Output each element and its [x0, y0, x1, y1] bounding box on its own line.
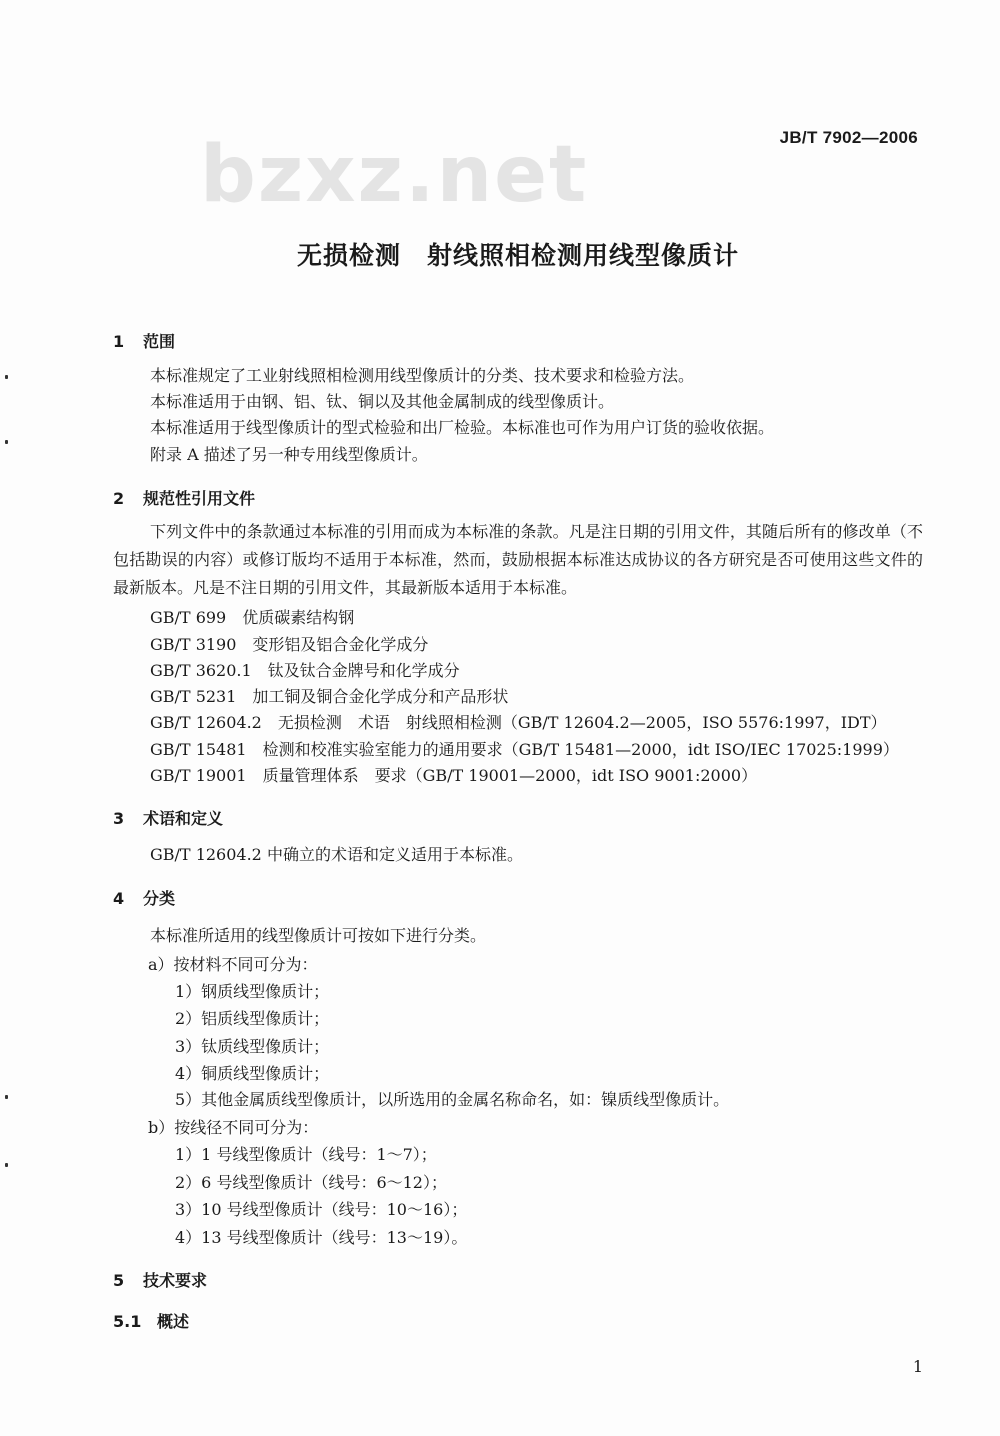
section-3-heading — [113, 806, 223, 829]
list-label-b: b）按线径不同可分为： — [148, 1118, 319, 1137]
page-number: 1 — [912, 1357, 923, 1376]
scope-line-3: 本标准适用于线型像质计的型式检验和出厂检验。本标准也可作为用户订货的验收依据。 — [150, 418, 775, 437]
list-label-a: a）按材料不同可分为： — [148, 955, 318, 974]
list-item: 2）6 号线型像质计（线号：6～12）； — [175, 1173, 447, 1192]
list-item: 3）10 号线型像质计（线号：10～16）； — [175, 1200, 468, 1219]
section-number: 2 — [113, 489, 125, 508]
reference-item: GB/T 699 优质碳素结构钢 — [150, 608, 355, 627]
classification-intro: 本标准所适用的线型像质计可按如下进行分类。 — [150, 926, 487, 945]
section-title: 范围 — [143, 332, 176, 351]
section-title: 规范性引用文件 — [143, 489, 256, 508]
section-1-heading — [113, 329, 175, 352]
list-item: 1）1 号线型像质计（线号：1～7）； — [175, 1145, 437, 1164]
document-title: 无损检测 射线照相检测用线型像质计 — [296, 241, 739, 270]
scan-mark — [5, 1163, 8, 1167]
scan-mark — [5, 1095, 8, 1099]
section-title: 概述 — [157, 1312, 190, 1331]
watermark: bzxz.net — [200, 130, 589, 220]
list-item: 4）13 号线型像质计（线号：13～19）。 — [175, 1228, 468, 1247]
scope-line-2: 本标准适用于由钢、铝、钛、铜以及其他金属制成的线型像质计。 — [150, 392, 615, 411]
terms-text: GB/T 12604.2 中确立的术语和定义适用于本标准。 — [150, 845, 523, 864]
section-2-heading — [113, 486, 255, 509]
scan-mark — [5, 440, 8, 444]
section-number: 5 — [113, 1271, 125, 1290]
reference-item: GB/T 5231 加工铜及铜合金化学成分和产品形状 — [150, 687, 509, 706]
list-item: 3）钛质线型像质计； — [175, 1037, 330, 1056]
section-title: 技术要求 — [143, 1271, 208, 1290]
reference-item: GB/T 3620.1 钛及钛合金牌号和化学成分 — [150, 661, 460, 680]
reference-item: GB/T 12604.2 无损检测 术语 射线照相检测（GB/T 12604.2—2005，ISO 5576:1997，IDT） — [150, 713, 887, 732]
reference-item: GB/T 15481 检测和校准实验室能力的通用要求（GB/T 15481—2000，idt ISO/IEC 17025:1999） — [150, 740, 899, 759]
section-number: 5.1 — [113, 1312, 142, 1331]
normative-references-paragraph: 下列文件中的条款通过本标准的引用而成为本标准的条款。凡是注日期的引用文件，其随后所有的修改单（不包括勘误的内容）或修订版均不适用于本标准，然而，鼓励根据本标准达成协议的各方研究是否可使用这些文件的最新版本。凡是不注日期的引用文件，其最新版本适用于本标准。 — [113, 522, 923, 597]
section-5-1-heading — [113, 1309, 189, 1332]
list-item: 5）其他金属质线型像质计，以所选用的金属名称命名，如：镍质线型像质计。 — [175, 1090, 730, 1109]
reference-item: GB/T 3190 变形铝及铝合金化学成分 — [150, 635, 429, 654]
reference-item: GB/T 19001 质量管理体系 要求（GB/T 19001—2000，idt ISO 9001:2000） — [150, 766, 758, 785]
section-title: 分类 — [143, 889, 176, 908]
scope-line-1: 本标准规定了工业射线照相检测用线型像质计的分类、技术要求和检验方法。 — [150, 366, 695, 385]
scope-line-4: 附录 A 描述了另一种专用线型像质计。 — [150, 445, 428, 464]
list-item: 4）铜质线型像质计； — [175, 1064, 330, 1083]
section-number: 3 — [113, 809, 125, 828]
list-item: 1）钢质线型像质计； — [175, 982, 330, 1001]
section-title: 术语和定义 — [143, 809, 224, 828]
section-5-heading — [113, 1268, 207, 1291]
standard-number: JB/T 7902—2006 — [779, 128, 918, 147]
section-number: 4 — [113, 889, 125, 908]
list-item: 2）铝质线型像质计； — [175, 1009, 330, 1028]
section-number: 1 — [113, 332, 125, 351]
section-4-heading — [113, 886, 175, 909]
scan-mark — [5, 375, 8, 379]
